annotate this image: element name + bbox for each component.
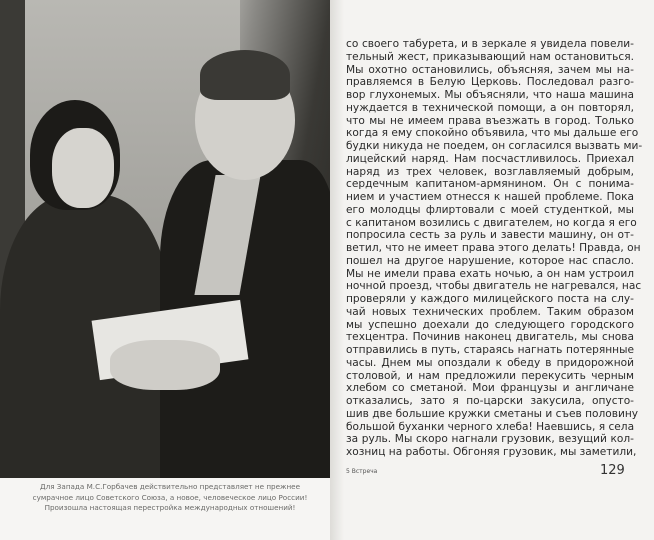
text-line: мы успешно доехали до следующего городского <box>346 318 634 331</box>
text-line: Мы не имели права ехать ночью, а он нам устроил <box>346 267 634 280</box>
text-line: хозниц на работы. Обгоняя грузовик, мы заметили, <box>346 446 637 458</box>
photo-hands <box>110 340 220 390</box>
text-line: за руль. Мы скоро нагнали грузовик, везущий кол- <box>346 433 634 446</box>
caption-line: Для Запада М.С.Горбачев действительно представляет не прежнее <box>39 482 301 491</box>
text-line: со своего табурета, и в зеркале я увидела повели- <box>346 38 634 50</box>
text-line: шив две большие кружки сметаны и съев половину <box>346 407 639 420</box>
text-line: большой буханки черного хлеба! Наевшись, я села <box>346 420 635 433</box>
text-line: тельный жест, приказывающий нам остановиться. <box>346 50 634 63</box>
text-line: сердечным капитаном-армянином. Он с понима- <box>346 178 634 191</box>
text-line: что мы не имеем права въезжать в город. Только <box>346 114 634 127</box>
photo-woman-face <box>52 128 114 208</box>
text-line: чай новых технических проблем. Таким образом <box>346 305 634 318</box>
photo-gorbachev-signing <box>0 0 330 478</box>
text-line: хлебом со сметаной. Мои французы и англичане <box>346 382 634 395</box>
caption-line: Произошла настоящая перестройка международных отношений! <box>44 503 296 512</box>
running-footer: 5 Встреча <box>346 468 378 475</box>
text-line: ночной проезд, чтобы двигатель не нагревался, нас <box>346 280 642 293</box>
text-line: пошел на другое нарушение, которое нас спасло. <box>346 254 634 267</box>
text-line: ветил, что не имеет права этого делать! Правда, он <box>346 242 641 254</box>
text-line: техцентра. Починив наконец двигатель, мы снова <box>346 331 634 344</box>
text-line: когда я ему спокойно объявила, что мы дальше его <box>346 127 639 140</box>
body-text <box>346 38 643 459</box>
text-line: отказались, зато я по-царски закусила, опусто- <box>346 395 634 407</box>
text-line: наряд из трех человек, возглавляемый добрым, <box>346 165 634 178</box>
caption-line: сумрачное лицо Советского Союза, а новое, человеческое лицо России! <box>32 492 308 502</box>
text-line: проверяли у каждого милицейского поста на слу- <box>346 293 634 305</box>
text-line: нием и участием отнесся к нашей проблеме. Пока <box>346 191 634 203</box>
text-line: нуждается в технической помощи, а он повторял, <box>346 101 634 114</box>
text-line: его молодцы флиртовали с моей студенткой, мы <box>346 203 634 216</box>
page-number: 129 <box>600 463 625 478</box>
text-line: с капитаном возились с двигателем, но когда я его <box>346 216 637 229</box>
text-line: вор глухонемых. Мы объясняли, что наша машина <box>346 89 634 101</box>
text-line: часы. Днем мы опоздали к обеду в придорожной <box>346 356 634 369</box>
text-line: попросила сесть за руль и завести машину, он от- <box>346 229 634 242</box>
text-line: Мы охотно остановились, объясняя, зачем мы на- <box>346 63 634 76</box>
book-gutter <box>330 0 344 540</box>
text-line: будки никуда не поедем, он согласился вызвать ми- <box>346 140 643 152</box>
text-line: правляемся в Белую Церковь. Последовал разго- <box>346 76 634 89</box>
text-line: отправились в путь, стараясь нагнать потерянные <box>346 344 634 356</box>
photo-caption <box>20 482 320 514</box>
text-line: лицейский наряд. Нам посчастливилось. Приехал <box>346 152 634 165</box>
photo-man-hair <box>200 50 290 100</box>
text-line: столовой, и нам предложили перекусить черным <box>346 369 634 382</box>
